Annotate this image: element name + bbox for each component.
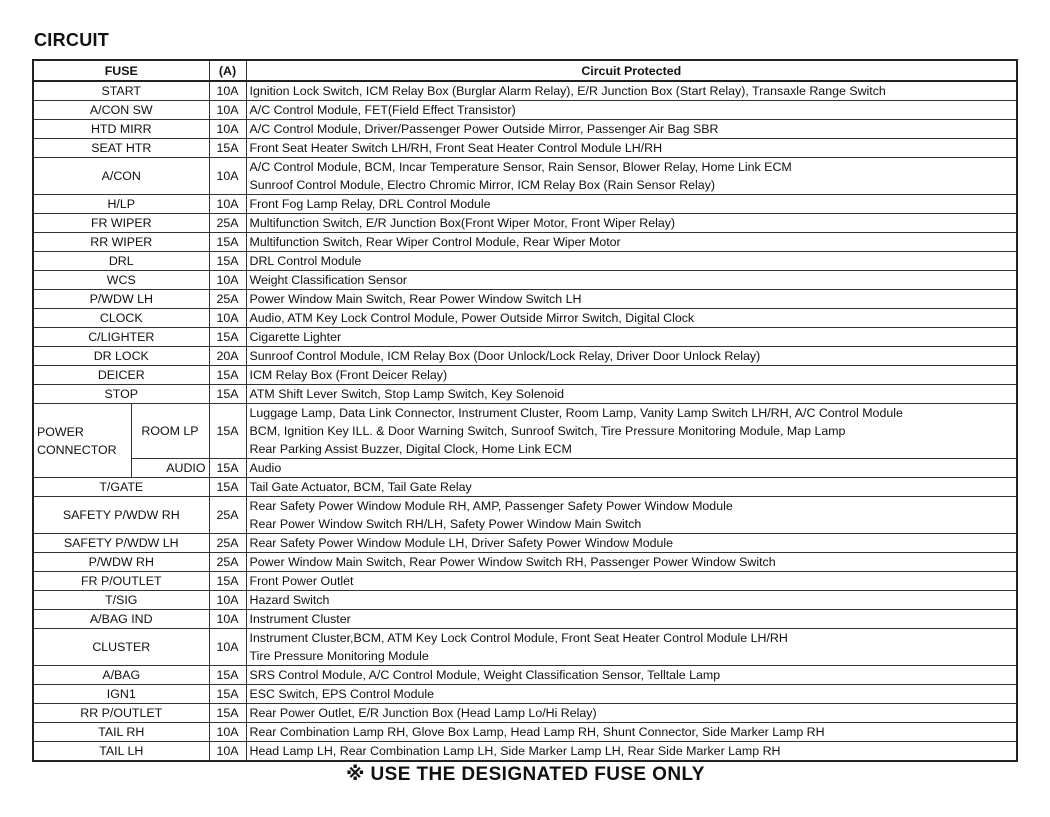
table-row xyxy=(33,404,1017,459)
circuit-protected xyxy=(246,309,1017,328)
fuse-amp: 25A xyxy=(209,290,246,309)
table-row xyxy=(33,629,1017,666)
fuse-amp: 10A xyxy=(209,610,246,629)
circuit-protected xyxy=(246,553,1017,572)
circuit-protected xyxy=(246,666,1017,685)
fuse-amp: 10A xyxy=(209,271,246,290)
fuse-name: CLUSTER xyxy=(33,629,209,666)
fuse-amp: 10A xyxy=(209,195,246,214)
circuit-line: Cigarette Lighter xyxy=(249,330,342,344)
circuit-protected xyxy=(246,120,1017,139)
fuse-amp: 10A xyxy=(209,101,246,120)
circuit-protected xyxy=(246,610,1017,629)
fuse-amp: 15A xyxy=(209,666,246,685)
table-row xyxy=(33,497,1017,534)
fuse-rows-upper xyxy=(33,81,1017,404)
circuit-protected xyxy=(246,328,1017,347)
table-row xyxy=(33,271,1017,290)
fuse-name: FR WIPER xyxy=(33,214,209,233)
circuit-line: ATM Shift Lever Switch, Stop Lamp Switch, Key Solenoid xyxy=(249,387,565,401)
circuit-protected xyxy=(246,685,1017,704)
circuit-line: BCM, Ignition Key ILL. & Door Warning Switch, Sunroof Switch, Tire Pressure Monitoring Module, Map Lamp xyxy=(249,424,846,438)
table-row xyxy=(33,666,1017,685)
circuit-line: A/C Control Module, FET(Field Effect Transistor) xyxy=(249,103,516,117)
fuse-amp: 15A xyxy=(209,328,246,347)
circuit-protected xyxy=(246,158,1017,195)
fuse-name: T/GATE xyxy=(33,478,209,497)
column-header-circuit: Circuit Protected xyxy=(246,60,1017,81)
fuse-rows-lower xyxy=(33,478,1017,762)
fuse-name: TAIL LH xyxy=(33,742,209,762)
fuse-name: T/SIG xyxy=(33,591,209,610)
circuit-line: Rear Combination Lamp RH, Glove Box Lamp, Head Lamp RH, Shunt Connector, Side Marker Lamp RH xyxy=(249,725,825,739)
fuse-amp: 15A xyxy=(209,252,246,271)
circuit-line: DRL Control Module xyxy=(249,254,362,268)
table-row xyxy=(33,158,1017,195)
fuse-amp: 15A xyxy=(209,704,246,723)
circuit-protected xyxy=(246,347,1017,366)
fuse-amp: 15A xyxy=(209,233,246,252)
fuse-name: H/LP xyxy=(33,195,209,214)
fuse-amp: 25A xyxy=(209,534,246,553)
circuit-protected xyxy=(246,233,1017,252)
fuse-amp: 10A xyxy=(209,591,246,610)
circuit-line: A/C Control Module, Driver/Passenger Power Outside Mirror, Passenger Air Bag SBR xyxy=(249,122,719,136)
fuse-name: DRL xyxy=(33,252,209,271)
fuse-amp: 15A xyxy=(209,366,246,385)
circuit-protected xyxy=(246,742,1017,762)
column-header-amp: (A) xyxy=(209,60,246,81)
circuit-protected xyxy=(246,214,1017,233)
table-row xyxy=(33,742,1017,762)
fuse-name: STOP xyxy=(33,385,209,404)
circuit-line: ICM Relay Box (Front Deicer Relay) xyxy=(249,368,448,382)
circuit-line: Front Power Outlet xyxy=(249,574,354,588)
fuse-amp: 10A xyxy=(209,742,246,762)
fuse-amp: 25A xyxy=(209,214,246,233)
circuit-line: Front Seat Heater Switch LH/RH, Front Seat Heater Control Module LH/RH xyxy=(249,141,663,155)
circuit-line: Audio, ATM Key Lock Control Module, Power Outside Mirror Switch, Digital Clock xyxy=(249,311,695,325)
circuit-protected xyxy=(246,704,1017,723)
circuit-line: Front Fog Lamp Relay, DRL Control Module xyxy=(249,197,491,211)
fuse-amp: 25A xyxy=(209,497,246,534)
circuit-line: Head Lamp LH, Rear Combination Lamp LH, Side Marker Lamp LH, Rear Side Marker Lamp RH xyxy=(249,744,781,758)
table-row xyxy=(33,704,1017,723)
circuit-protected xyxy=(246,385,1017,404)
circuit-protected xyxy=(246,271,1017,290)
circuit-line: Weight Classification Sensor xyxy=(249,273,407,287)
circuit-protected xyxy=(246,290,1017,309)
circuit-line: Tail Gate Actuator, BCM, Tail Gate Relay xyxy=(249,480,472,494)
fuse-amp: 15A xyxy=(209,685,246,704)
power-connector-label-line2: CONNECTOR xyxy=(37,442,117,457)
fuse-amp: 10A xyxy=(209,120,246,139)
circuit-protected xyxy=(246,366,1017,385)
table-row xyxy=(33,120,1017,139)
fuse-name: HTD MIRR xyxy=(33,120,209,139)
fuse-name: RR P/OUTLET xyxy=(33,704,209,723)
table-row xyxy=(33,572,1017,591)
circuit-line: Multifunction Switch, E/R Junction Box(Front Wiper Motor, Front Wiper Relay) xyxy=(249,216,676,230)
circuit-protected xyxy=(246,591,1017,610)
fuse-name: START xyxy=(33,81,209,101)
table-row xyxy=(33,233,1017,252)
table-row xyxy=(33,195,1017,214)
fuse-name: AUDIO xyxy=(131,459,209,478)
circuit-line: ESC Switch, EPS Control Module xyxy=(249,687,435,701)
fuse-name: SAFETY P/WDW RH xyxy=(33,497,209,534)
circuit-protected xyxy=(246,723,1017,742)
fuse-name: ROOM LP xyxy=(131,404,209,459)
fuse-amp: 10A xyxy=(209,81,246,101)
fuse-amp: 25A xyxy=(209,553,246,572)
table-header-row xyxy=(33,60,1017,81)
circuit-line: Rear Safety Power Window Module RH, AMP, Passenger Safety Power Window Module xyxy=(249,499,733,513)
table-row xyxy=(33,101,1017,120)
circuit-line: Sunroof Control Module, Electro Chromic Mirror, ICM Relay Box (Rain Sensor Relay) xyxy=(249,178,716,192)
circuit-protected xyxy=(246,478,1017,497)
table-row xyxy=(33,366,1017,385)
designated-fuse-note: ※ USE THE DESIGNATED FUSE ONLY xyxy=(346,764,705,785)
fuse-name: P/WDW LH xyxy=(33,290,209,309)
circuit-line: Rear Parking Assist Buzzer, Digital Clock, Home Link ECM xyxy=(249,442,572,456)
table-row xyxy=(33,723,1017,742)
circuit-protected xyxy=(246,497,1017,534)
table-row xyxy=(33,385,1017,404)
fuse-circuit-table xyxy=(32,59,1018,762)
circuit-line: A/C Control Module, BCM, Incar Temperature Sensor, Rain Sensor, Blower Relay, Home Link ECM xyxy=(249,160,792,174)
circuit-line: Audio xyxy=(249,461,282,475)
fuse-name: RR WIPER xyxy=(33,233,209,252)
table-row xyxy=(33,290,1017,309)
fuse-name: SAFETY P/WDW LH xyxy=(33,534,209,553)
fuse-name: WCS xyxy=(33,271,209,290)
power-connector-label xyxy=(33,404,131,478)
fuse-name: P/WDW RH xyxy=(33,553,209,572)
table-row xyxy=(33,328,1017,347)
fuse-amp: 15A xyxy=(209,572,246,591)
table-row xyxy=(33,139,1017,158)
fuse-name: CLOCK xyxy=(33,309,209,328)
fuse-name: A/CON SW xyxy=(33,101,209,120)
table-row xyxy=(33,478,1017,497)
table-row xyxy=(33,610,1017,629)
circuit-line: Rear Power Window Switch RH/LH, Safety Power Window Main Switch xyxy=(249,517,642,531)
fuse-amp: 10A xyxy=(209,629,246,666)
fuse-name: A/BAG xyxy=(33,666,209,685)
table-row xyxy=(33,459,1017,478)
fuse-name: DEICER xyxy=(33,366,209,385)
circuit-protected xyxy=(246,459,1017,478)
fuse-amp: 15A xyxy=(209,459,246,478)
circuit-line: Rear Power Outlet, E/R Junction Box (Head Lamp Lo/Hi Relay) xyxy=(249,706,597,720)
fuse-amp: 15A xyxy=(209,404,246,459)
fuse-name: TAIL RH xyxy=(33,723,209,742)
circuit-line: Luggage Lamp, Data Link Connector, Instrument Cluster, Room Lamp, Vanity Lamp Switch LH/RH, A/C Control Module xyxy=(249,406,903,420)
table-row xyxy=(33,591,1017,610)
table-row xyxy=(33,553,1017,572)
circuit-line: Power Window Main Switch, Rear Power Window Switch LH xyxy=(249,292,582,306)
table-row xyxy=(33,685,1017,704)
fuse-name: C/LIGHTER xyxy=(33,328,209,347)
circuit-protected xyxy=(246,629,1017,666)
circuit-protected xyxy=(246,81,1017,101)
column-header-fuse: FUSE xyxy=(33,60,209,81)
fuse-amp: 15A xyxy=(209,478,246,497)
power-connector-label-line1: POWER xyxy=(37,424,84,439)
table-row xyxy=(33,252,1017,271)
fuse-name: A/CON xyxy=(33,158,209,195)
circuit-line: SRS Control Module, A/C Control Module, Weight Classification Sensor, Telltale Lamp xyxy=(249,668,721,682)
table-row xyxy=(33,81,1017,101)
table-row xyxy=(33,347,1017,366)
circuit-line: Instrument Cluster,BCM, ATM Key Lock Control Module, Front Seat Heater Control Module LH/RH xyxy=(249,631,788,645)
circuit-protected xyxy=(246,252,1017,271)
circuit-line: Instrument Cluster xyxy=(249,612,351,626)
fuse-amp: 15A xyxy=(209,139,246,158)
table-row xyxy=(33,214,1017,233)
circuit-line: Ignition Lock Switch, ICM Relay Box (Burglar Alarm Relay), E/R Junction Box (Start Relay), Transaxle Range Switch xyxy=(249,84,886,98)
circuit-protected xyxy=(246,195,1017,214)
power-connector-group xyxy=(33,404,1017,478)
fuse-amp: 20A xyxy=(209,347,246,366)
fuse-name: FR P/OUTLET xyxy=(33,572,209,591)
fuse-name: DR LOCK xyxy=(33,347,209,366)
circuit-line: Sunroof Control Module, ICM Relay Box (Door Unlock/Lock Relay, Driver Door Unlock Relay) xyxy=(249,349,761,363)
table-row xyxy=(33,309,1017,328)
circuit-protected xyxy=(246,139,1017,158)
circuit-line: Power Window Main Switch, Rear Power Window Switch RH, Passenger Power Window Switch xyxy=(249,555,776,569)
fuse-amp: 10A xyxy=(209,158,246,195)
circuit-line: Tire Pressure Monitoring Module xyxy=(249,649,429,663)
page-heading: CIRCUIT xyxy=(34,30,110,50)
circuit-line: Hazard Switch xyxy=(249,593,330,607)
circuit-line: Rear Safety Power Window Module LH, Driver Safety Power Window Module xyxy=(249,536,674,550)
circuit-protected xyxy=(246,101,1017,120)
table-row xyxy=(33,534,1017,553)
circuit-protected xyxy=(246,534,1017,553)
circuit-line: Multifunction Switch, Rear Wiper Control Module, Rear Wiper Motor xyxy=(249,235,621,249)
fuse-amp: 10A xyxy=(209,309,246,328)
circuit-protected xyxy=(246,572,1017,591)
fuse-name: SEAT HTR xyxy=(33,139,209,158)
fuse-amp: 10A xyxy=(209,723,246,742)
fuse-name: A/BAG IND xyxy=(33,610,209,629)
circuit-protected xyxy=(246,404,1017,459)
fuse-amp: 15A xyxy=(209,385,246,404)
fuse-name: IGN1 xyxy=(33,685,209,704)
